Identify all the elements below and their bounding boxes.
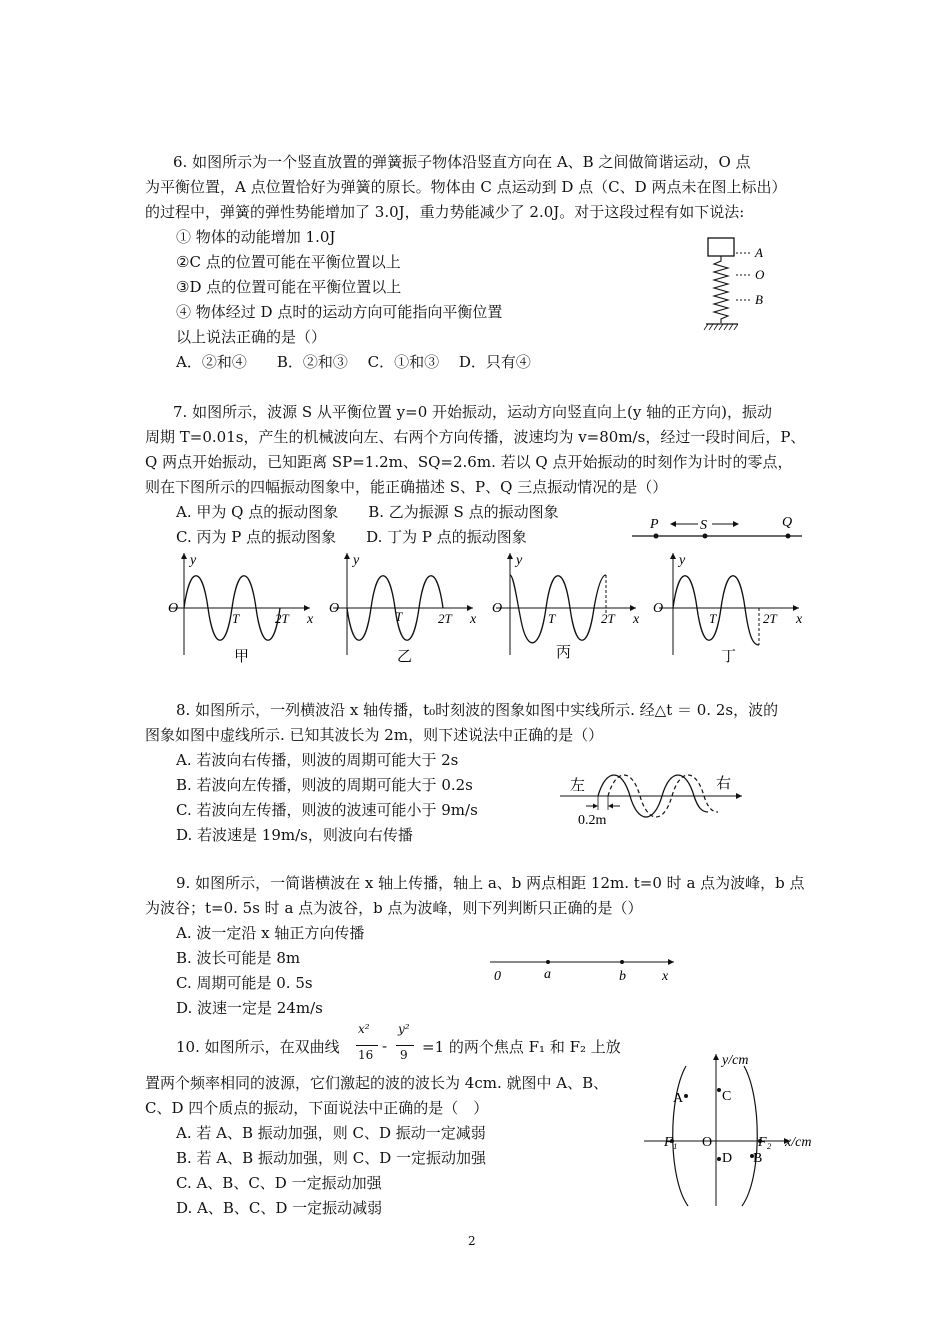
- label-B: B: [753, 1151, 763, 1166]
- q9-line-1: 9. 如图所示，一简谐横波在 x 轴上传播，轴上 a、b 两点相距 12m. t=0 时 a 点为波峰，b 点: [176, 874, 805, 892]
- x-axis-label: x: [307, 612, 314, 627]
- frac1-bar: [356, 1045, 378, 1046]
- q8-option-b: B. 若波向左传播，则波的周期可能大于 0.2s: [176, 776, 473, 794]
- label-b: b: [619, 969, 626, 984]
- hyperbola-figure: [640, 1048, 820, 1208]
- q10-option-a: A. 若 A、B 振动加强，则 C、D 振动一定减弱: [176, 1124, 486, 1142]
- caption-yi: 乙: [397, 649, 413, 665]
- point-A: [684, 1094, 688, 1098]
- label-x: x/cm: [785, 1135, 812, 1150]
- q10-option-c: C. A、B、C、D 一定振动加强: [176, 1174, 382, 1192]
- mass-block: [708, 238, 734, 256]
- caption-jia: 甲: [234, 649, 250, 665]
- label-x: x: [662, 969, 669, 984]
- point-a: [546, 960, 550, 964]
- q9-option-b: B. 波长可能是 8m: [176, 949, 301, 967]
- frac1-denominator: 16: [358, 1048, 374, 1062]
- caption-bing: 丙: [556, 645, 572, 661]
- x-axis-label: x: [633, 612, 640, 627]
- spring-coil: [714, 256, 728, 323]
- t1-label: T: [548, 611, 556, 626]
- label-F2: F₂: [758, 1135, 772, 1150]
- x-axis-label: x: [796, 612, 803, 627]
- label-P: P: [650, 517, 659, 532]
- point-Q: [786, 534, 791, 539]
- x-axis-ab-figure: [484, 950, 684, 984]
- frac2-numerator: y²: [398, 1022, 410, 1036]
- q10-line-1-pre: 10. 如图所示，在双曲线: [176, 1038, 340, 1056]
- graph-jia: [168, 553, 314, 665]
- label-y: y/cm: [722, 1053, 749, 1068]
- origin-label: O: [492, 601, 503, 616]
- point-S: [703, 534, 708, 539]
- transverse-wave-figure: [558, 768, 748, 830]
- q7-line-4: 则在下图所示的四幅振动图象中，能正确描述 S、P、Q 三点振动情况的是（）: [145, 478, 668, 496]
- q8-line-2: 图象如图中虚线所示. 已知其波长为 2m，则下述说法中正确的是（）: [145, 726, 604, 744]
- label-F1: F₁: [664, 1135, 678, 1150]
- point-C: [717, 1088, 721, 1092]
- q10-option-d: D. A、B、C、D 一定振动减弱: [176, 1199, 383, 1217]
- x-axis-label: x: [470, 612, 477, 627]
- point-P: [654, 534, 659, 539]
- label-A: A: [673, 1091, 684, 1106]
- label-S: S: [700, 518, 707, 533]
- q9-option-a: A. 波一定沿 x 轴正方向传播: [176, 924, 365, 942]
- q6-item-3: ③D 点的位置可能在平衡位置以上: [176, 278, 402, 296]
- q6-options: A．②和④ B．②和③ C．①和③ D．只有④: [176, 353, 531, 371]
- ground-hatch: [704, 324, 738, 330]
- q6-item-1: ① 物体的动能增加 1.0J: [176, 228, 336, 246]
- label-C: C: [722, 1089, 732, 1104]
- spring-oscillator-figure: [698, 235, 788, 340]
- q6-prompt: 以上说法正确的是（）: [176, 328, 327, 346]
- origin-label: O: [653, 601, 664, 616]
- y-axis-label: y: [353, 553, 360, 568]
- frac1-numerator: x²: [358, 1022, 370, 1036]
- q10-line-1-post: =1 的两个焦点 F₁ 和 F₂ 上放: [422, 1038, 621, 1056]
- t1-label: T: [232, 611, 240, 626]
- frac2-denominator: 9: [400, 1048, 408, 1062]
- q9-line-2: 为波谷；t=0. 5s 时 a 点为波谷，b 点为波峰，则下列判断只正确的是（）: [145, 899, 643, 917]
- q7-line-1: 7. 如图所示，波源 S 从平衡位置 y=0 开始振动，运动方向竖直向上(y 轴的正方向)，振动: [173, 403, 772, 421]
- q7-option-cd: C. 丙为 P 点的振动图象 D. 丁为 P 点的振动图象: [176, 528, 527, 546]
- q6-line-1: 6. 如图所示为一个竖直放置的弹簧振子物体沿竖直方向在 A、B 之间做简谐运动，O 点: [173, 153, 751, 171]
- label-0: 0: [494, 969, 501, 984]
- label-O: O: [702, 1135, 713, 1150]
- label-Q: Q: [782, 515, 793, 530]
- y-axis-label: y: [679, 553, 686, 568]
- graph-bing: [492, 553, 640, 661]
- q9-option-c: C. 周期可能是 0. 5s: [176, 974, 313, 992]
- caption-ding: 丁: [721, 649, 737, 665]
- y-axis-label: y: [190, 553, 197, 568]
- wave-source-line-figure: [628, 510, 808, 546]
- q8-option-c: C. 若波向左传播，则波的波速可能小于 9m/s: [176, 801, 478, 819]
- q6-line-3: 的过程中，弹簧的弹性势能增加了 3.0J，重力势能减少了 2.0J。对于这段过程有如下说法:: [145, 203, 745, 221]
- minus-sign: -: [382, 1037, 388, 1055]
- t1-label: T: [395, 609, 403, 624]
- q6-item-2: ②C 点的位置可能在平衡位置以上: [176, 253, 401, 271]
- graph-ding: [653, 553, 803, 665]
- t1-label: T: [709, 611, 717, 626]
- q7-line-2: 周期 T=0.01s，产生的机械波向左、右两个方向传播，波速均为 v=80m/s，经过一段时间后，P、: [145, 428, 806, 446]
- q10-line-2: 置两个频率相同的波源，它们激起的波的波长为 4cm. 就图中 A、B、: [145, 1074, 609, 1092]
- label-left: 左: [570, 778, 586, 794]
- q8-option-a: A. 若波向右传播，则波的周期可能大于 2s: [176, 751, 459, 769]
- q6-line-2: 为平衡位置，A 点位置恰好为弹簧的原长。物体由 C 点运动到 D 点（C、D 两点未在图上标出）: [145, 178, 787, 196]
- frac2-bar: [396, 1045, 414, 1046]
- label-a: a: [544, 967, 551, 982]
- right-branch: [742, 1066, 757, 1206]
- label-A: A: [755, 245, 763, 260]
- q7-line-3: Q 两点开始振动，已知距离 SP=1.2m、SQ=2.6m. 若以 Q 点开始振动的时刻作为计时的零点，: [145, 453, 793, 471]
- y-axis-label: y: [516, 553, 523, 568]
- q10-line-3: C、D 四个质点的振动，下面说法中正确的是（ ）: [145, 1099, 489, 1117]
- q8-option-d: D. 若波速是 19m/s，则波向右传播: [176, 826, 413, 844]
- origin-label: O: [168, 601, 179, 616]
- label-B: B: [755, 292, 763, 307]
- q6-item-4: ④ 物体经过 D 点时的运动方向可能指向平衡位置: [176, 303, 503, 321]
- label-distance: 0.2m: [578, 813, 607, 828]
- label-O: O: [755, 267, 765, 282]
- q9-option-d: D. 波速一定是 24m/s: [176, 999, 323, 1017]
- graph-yi: [329, 553, 477, 665]
- q10-option-b: B. 若 A、B 振动加强，则 C、D 一定振动加强: [176, 1149, 486, 1167]
- point-D: [717, 1157, 721, 1161]
- point-b: [620, 960, 624, 964]
- label-D: D: [722, 1151, 733, 1166]
- t2-label: 2T: [275, 611, 289, 626]
- q8-line-1: 8. 如图所示，一列横波沿 x 轴传播，t₀时刻波的图象如图中实线所示. 经△t ＝ 0. 2s，波的: [176, 701, 779, 719]
- origin-label: O: [329, 601, 340, 616]
- t2-label: 2T: [438, 611, 452, 626]
- vibration-graphs: [160, 545, 820, 670]
- t2-label: 2T: [601, 611, 615, 626]
- page-number: 2: [468, 1234, 476, 1248]
- q7-option-ab: A. 甲为 Q 点的振动图象 B. 乙为振源 S 点的振动图象: [176, 503, 559, 521]
- label-right: 右: [716, 776, 732, 792]
- t2-label: 2T: [763, 611, 777, 626]
